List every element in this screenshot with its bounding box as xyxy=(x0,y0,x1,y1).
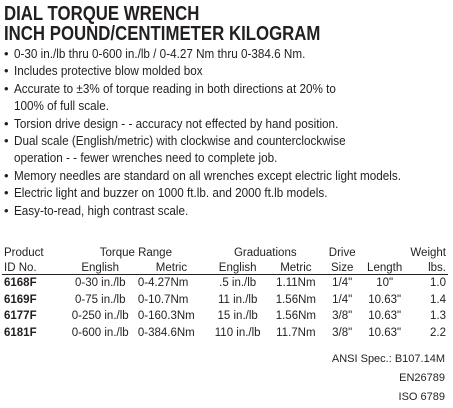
cell-torque-metric: 0-160.3Nm xyxy=(137,310,195,323)
cell-grad-english: 11 in./lb xyxy=(217,293,258,306)
feature-text: Electric light and buzzer on 1000 ft.lb. and 2000 ft.lb models. xyxy=(14,185,328,201)
feature-item xyxy=(4,45,452,62)
table-row xyxy=(2,275,448,292)
table-header-row-top xyxy=(2,244,448,259)
table-header-row-bottom xyxy=(2,259,448,275)
header-product: Product xyxy=(4,247,44,259)
cell-grad-english: 15 in./lb xyxy=(217,310,258,323)
feature-text: 0-30 in./lb thru 0-600 in./lb / 0-4.27 Nm thru 0-384.6 Nm. xyxy=(14,46,306,61)
header-id-no: ID No. xyxy=(2,259,65,275)
cell-grad-english: .5 in./lb xyxy=(219,277,257,290)
cell-torque-english: 0-75 in./lb xyxy=(74,293,126,306)
cell-id: 6168F xyxy=(4,277,37,290)
cell-torque-metric: 0-384.6Nm xyxy=(137,326,195,339)
bullet-icon: • xyxy=(4,133,9,149)
table-row xyxy=(2,308,448,325)
bullet-icon: • xyxy=(4,185,9,201)
feature-text: Memory needles are standard on all wrenches except electric light models. xyxy=(14,167,401,183)
cell-weight: 1.0 xyxy=(430,277,446,290)
bullet-icon: • xyxy=(4,63,9,79)
en-standard: EN26789 xyxy=(399,372,445,384)
cell-weight: 2.2 xyxy=(430,326,446,339)
feature-text: Easy-to-read, high contrast scale. xyxy=(14,202,189,218)
cell-torque-metric: 0-4.27Nm xyxy=(137,277,189,290)
feature-item xyxy=(4,62,452,79)
cell-grad-metric: 1.56Nm xyxy=(275,310,316,323)
cell-length: 10" xyxy=(376,277,394,290)
title-line-2: INCH POUND/CENTIMETER KILOGRAM xyxy=(4,23,321,45)
cell-drive: 1/4" xyxy=(332,293,353,306)
table-row xyxy=(2,325,448,342)
feature-text: Accurate to ±3% of torque reading in both directions at 20% to 100% of full scale. xyxy=(14,80,336,114)
header-torque-range: Torque Range xyxy=(99,247,172,259)
bullet-icon: • xyxy=(4,46,9,61)
feature-item xyxy=(4,184,452,201)
feature-item xyxy=(4,202,452,219)
bullet-icon: • xyxy=(4,80,9,96)
cell-drive: 3/8" xyxy=(332,310,353,323)
cell-torque-english: 0-250 in./lb xyxy=(71,310,129,323)
feature-item xyxy=(4,80,452,115)
ansi-spec: ANSI Spec.: B107.14M xyxy=(331,353,445,365)
header-torque-english: English xyxy=(65,259,136,275)
cell-id: 6177F xyxy=(4,310,37,323)
spec-table xyxy=(2,244,448,341)
header-drive: Drive xyxy=(328,247,356,259)
header-torque-metric: Metric xyxy=(136,259,207,275)
table-row xyxy=(2,292,448,309)
cell-weight: 1.3 xyxy=(430,310,446,323)
header-blank xyxy=(361,244,408,259)
cell-grad-metric: 1.56Nm xyxy=(275,293,316,306)
cell-drive: 1/4" xyxy=(332,277,353,290)
cell-grad-english: 110 in./lb xyxy=(214,326,261,339)
bullet-icon: • xyxy=(4,115,9,131)
header-grad-english: English xyxy=(207,259,268,275)
header-graduations: Graduations xyxy=(233,247,297,259)
cell-torque-english: 0-600 in./lb xyxy=(71,326,129,339)
cell-id: 6169F xyxy=(4,293,37,306)
cell-torque-metric: 0-10.7Nm xyxy=(137,293,189,306)
title-line-1: DIAL TORQUE WRENCH xyxy=(4,3,200,25)
cell-weight: 1.4 xyxy=(430,293,446,306)
feature-item xyxy=(4,167,452,184)
cell-id: 6181F xyxy=(4,326,37,339)
iso-standard: ISO 6789 xyxy=(398,391,445,403)
feature-text: Includes protective blow molded box xyxy=(14,63,203,79)
cell-drive: 3/8" xyxy=(332,326,353,339)
cell-length: 10.63" xyxy=(368,310,402,323)
feature-text: Torsion drive design - - accuracy not effected by hand position. xyxy=(14,115,339,131)
cell-length: 10.63" xyxy=(368,293,402,306)
cell-grad-metric: 11.7Nm xyxy=(276,326,316,339)
bullet-icon: • xyxy=(4,202,9,218)
header-length: Length xyxy=(361,259,408,275)
bullet-icon: • xyxy=(4,167,9,183)
feature-item xyxy=(4,132,452,167)
feature-text: Dual scale (English/metric) with clockwise and counterclockwise operation - - fewer wrenches need to complete job. xyxy=(14,133,346,166)
cell-torque-english: 0-30 in./lb xyxy=(74,277,126,290)
feature-list xyxy=(4,45,452,219)
header-size: Size xyxy=(323,259,361,275)
cell-grad-metric: 1.11Nm xyxy=(276,277,316,290)
feature-item xyxy=(4,115,452,132)
header-lbs: lbs. xyxy=(408,259,448,275)
cell-length: 10.63" xyxy=(368,326,402,339)
header-grad-metric: Metric xyxy=(268,259,323,275)
header-weight: Weight xyxy=(410,247,446,259)
